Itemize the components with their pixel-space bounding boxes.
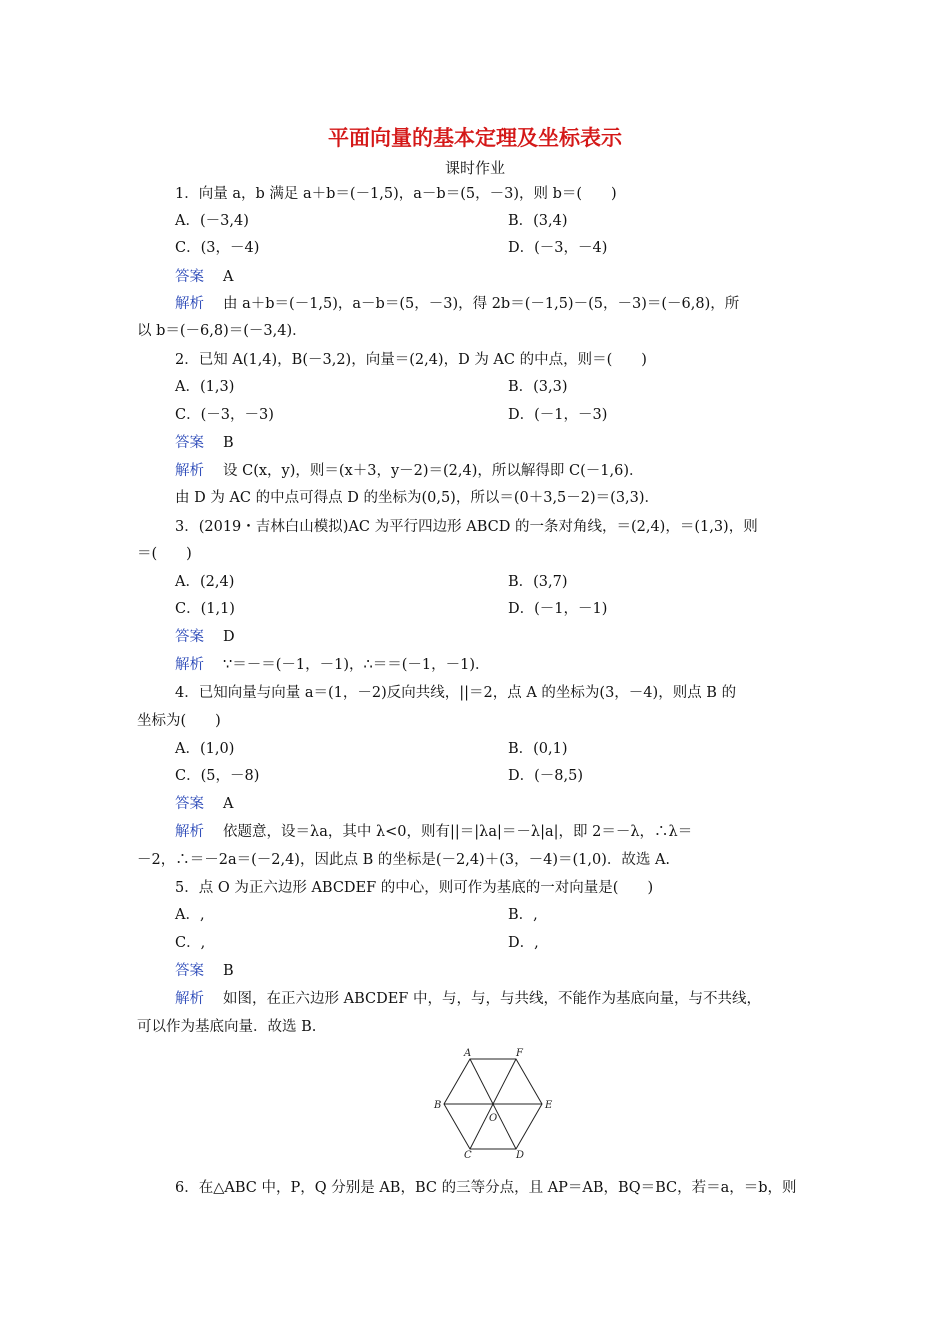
text-line: A．(1,0) — [175, 741, 235, 757]
text-line: B．(3,3) — [508, 379, 568, 395]
text-line: A．(2,4) — [175, 574, 235, 590]
text-line: 6．在△ABC 中，P，Q 分别是 AB，BC 的三等分点，且 AP＝AB，BQ＝BC，若＝a，＝b，则 — [175, 1180, 797, 1196]
text-line: 由 D 为 AC 的中点可得点 D 的坐标为(0,5)，所以＝(0＋3,5－2)＝(3,3)． — [175, 490, 660, 506]
text-line: B — [223, 435, 234, 451]
text-line: D．(－3，－4) — [508, 240, 608, 256]
text-line: 5．点 O 为正六边形 ABCDEF 的中心，则可作为基底的一对向量是( ) — [175, 880, 654, 896]
text-line: C．(1,1) — [175, 601, 235, 617]
text-line: 2．已知 A(1,4)，B(－3,2)，向量＝(2,4)，D 为 AC 的中点，则＝( ) — [175, 352, 647, 368]
text-line: B．(0,1) — [508, 741, 568, 757]
text-line: C．(5，－8) — [175, 768, 260, 784]
text-line: D — [223, 629, 235, 645]
text-line: 由 a＋b＝(－1,5)，a－b＝(5，－3)，得 2b＝(－1,5)－(5，－3)＝(－6,8)，所 — [223, 296, 740, 312]
label-e: E — [545, 1100, 553, 1111]
text-line: D．(－8,5) — [508, 768, 583, 784]
text-line: B．, — [508, 907, 538, 923]
section-label: 答案 — [175, 269, 204, 285]
text-line: 以 b＝(－6,8)＝(－3,4)． — [137, 323, 307, 339]
text-line: 坐标为( ) — [137, 713, 221, 729]
text-line: 依题意，设＝λa，其中 λ<0，则有||＝|λa|＝－λ|a|，即 2＝－λ，∴λ＝ — [223, 824, 693, 840]
text-line: ＝( ) — [137, 546, 192, 562]
text-line: 3．(2019・吉林白山模拟)AC 为平行四边形 ABCD 的一条对角线，＝(2,4)，＝(1,3)，则 — [175, 519, 758, 535]
label-d: D — [516, 1150, 525, 1160]
section-label: 解析 — [175, 824, 204, 840]
text-line: A — [223, 796, 234, 812]
section-label: 答案 — [175, 963, 204, 979]
label-f: F — [516, 1048, 523, 1059]
section-label: 解析 — [175, 463, 204, 479]
page-subtitle: 课时作业 — [444, 159, 505, 177]
text-line: D．(－1，－3) — [508, 407, 608, 423]
text-line: 可以作为基底向量．故选 B. — [137, 1019, 317, 1035]
text-line: A．(－3,4) — [175, 213, 249, 229]
text-line: D．(－1，－1) — [508, 601, 608, 617]
text-line: C．, — [175, 935, 206, 951]
text-line: 4．已知向量与向量 a＝(1，－2)反向共线，||＝2，点 A 的坐标为(3，－4)，则点 B 的 — [175, 685, 737, 701]
text-line: B．(3,7) — [508, 574, 568, 590]
text-line: 如图，在正六边形 ABCDEF 中，与，与，与共线，不能作为基底向量，与不共线， — [223, 991, 761, 1007]
text-line: －2，∴＝－2a＝(－2,4)，因此点 B 的坐标是(－2,4)＋(3，－4)＝(1,0)．故选 A. — [137, 852, 671, 868]
text-line: D．, — [508, 935, 539, 951]
label-b: B — [434, 1100, 442, 1111]
section-label: 解析 — [175, 991, 204, 1007]
text-line: ∵＝－＝(－1，－1)，∴＝＝(－1，－1)． — [223, 657, 490, 673]
section-label: 答案 — [175, 629, 204, 645]
text-line: C．(－3，－3) — [175, 407, 274, 423]
text-line: A — [223, 269, 234, 285]
page-title: 平面向量的基本定理及坐标表示 — [328, 126, 622, 150]
text-line: B．(3,4) — [508, 213, 568, 229]
text-line: 设 C(x，y)，则＝(x＋3，y－2)＝(2,4)，所以解得即 C(－1,6)． — [223, 463, 644, 479]
label-a: A — [464, 1048, 472, 1059]
section-label: 解析 — [175, 657, 204, 673]
text-line: A．(1,3) — [175, 379, 235, 395]
section-label: 答案 — [175, 435, 204, 451]
hexagon-figure — [430, 1048, 570, 1160]
text-line: B — [223, 963, 234, 979]
text-line: 1．向量 a，b 满足 a＋b＝(－1,5)，a－b＝(5，－3)，则 b＝( ) — [175, 186, 617, 202]
section-label: 答案 — [175, 796, 204, 812]
label-c: C — [464, 1150, 472, 1160]
label-o: O — [489, 1113, 498, 1124]
text-line: A．, — [175, 907, 205, 923]
section-label: 解析 — [175, 296, 204, 312]
text-line: C．(3，－4) — [175, 240, 260, 256]
